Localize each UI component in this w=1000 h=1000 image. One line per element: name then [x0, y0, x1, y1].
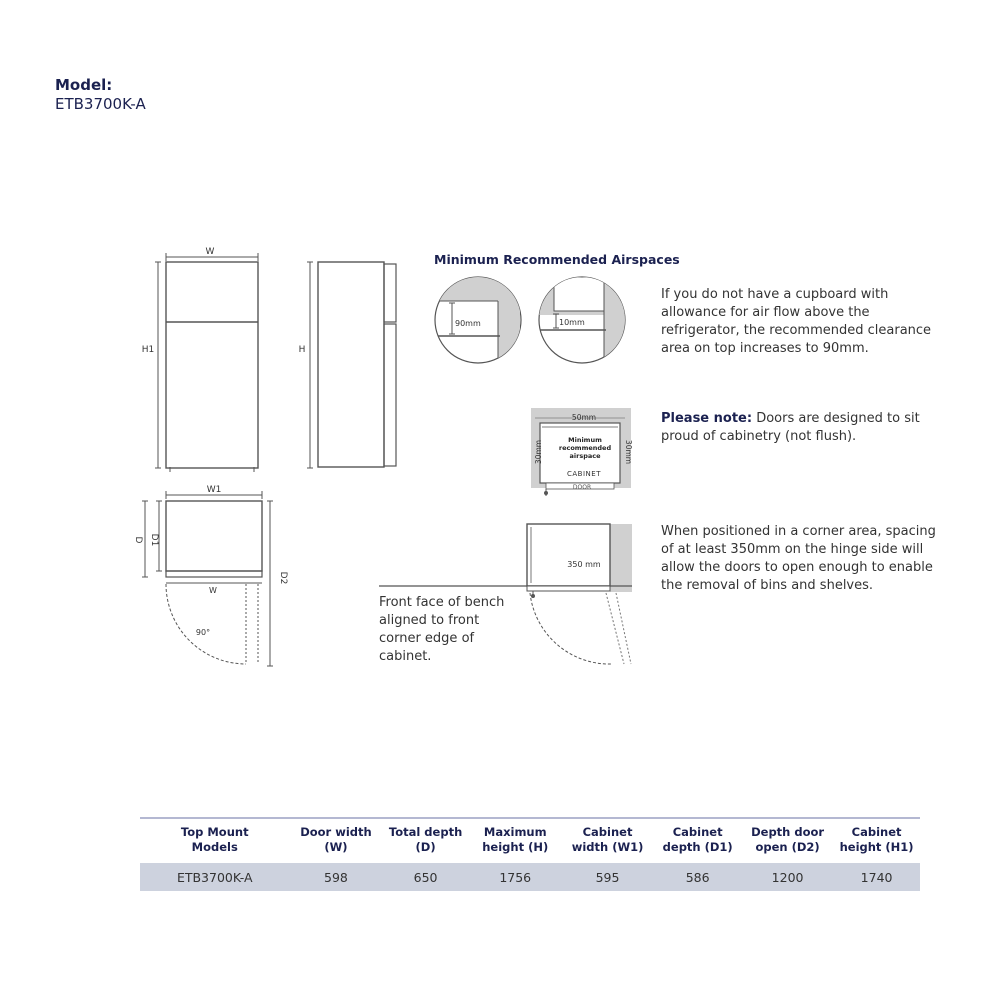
- bench-note: Front face of bench aligned to front corner edge of cabinet.: [379, 595, 505, 664]
- cell-door-width: 598: [290, 863, 383, 891]
- cell-total-depth: 650: [382, 863, 468, 891]
- table-row: [140, 863, 920, 891]
- please-note-text: Doors are designed to sit proud of cabinetry (not flush).: [661, 411, 920, 444]
- circle-right-label: 10mm: [559, 318, 585, 327]
- cell-cabinet-height: 1740: [833, 863, 920, 891]
- col-header-cabinet-width: Cabinet width (W1): [571, 825, 644, 854]
- door-open-depth-label: D2: [278, 571, 288, 585]
- side-view: [307, 262, 396, 468]
- corner-note: When positioned in a corner area, spacing of at least 350mm on the hinge side will allow the doors to open enough to enable the removal of bins and shelves.: [661, 524, 936, 593]
- col-header-total-depth: Total depth (D): [388, 825, 463, 854]
- top-view: [142, 491, 273, 666]
- cupboard-note: If you do not have a cupboard with allowance for air flow above the refrigerator, the recommended clearance area on top increases to 90mm.: [661, 287, 932, 356]
- cell-cabinet-width: 595: [562, 863, 654, 891]
- table-header-row: [140, 818, 920, 863]
- side-height-label: H: [298, 345, 306, 355]
- col-header-cabinet-height: Cabinet height (H1): [839, 825, 914, 854]
- door-angle-label: 90°: [195, 628, 211, 637]
- top-view-left-label: 30mm: [534, 439, 543, 465]
- spec-table: [140, 817, 920, 891]
- model-label: Model:: [55, 76, 113, 94]
- top-width-label: W: [209, 586, 217, 595]
- front-width-label: W: [205, 247, 215, 257]
- model-value: ETB3700K-A: [55, 95, 146, 113]
- top-cabinet-width-label: W1: [206, 485, 222, 495]
- top-view-top-label: 50mm: [571, 413, 597, 422]
- col-header-models: Top Mount Models: [180, 825, 249, 854]
- cell-max-height: 1756: [469, 863, 562, 891]
- circle-left-label: 90mm: [455, 319, 481, 328]
- col-header-door-open-depth: Depth door open (D2): [751, 825, 825, 854]
- please-note-label: Please note:: [661, 411, 753, 426]
- top-view-door-label: DOOR: [572, 484, 592, 491]
- cell-cabinet-depth: 586: [653, 863, 742, 891]
- col-header-door-width: Door width (W): [300, 825, 372, 854]
- front-view: [155, 253, 258, 472]
- airspaces-title: Minimum Recommended Airspaces: [434, 252, 680, 267]
- corner-distance-label: 350 mm: [567, 560, 601, 569]
- cell-door-open-depth: 1200: [742, 863, 833, 891]
- top-view-cabinet-label: CABINET: [567, 470, 601, 478]
- cell-model: ETB3700K-A: [140, 863, 290, 891]
- please-note: [661, 410, 941, 446]
- top-view-right-label: 30mm: [624, 439, 633, 465]
- front-height-h1-label: H1: [141, 345, 155, 355]
- top-view-center-label: Minimum recommended airspace: [558, 436, 612, 460]
- top-depth-d-label: D: [133, 536, 143, 544]
- col-header-cabinet-depth: Cabinet depth (D1): [662, 825, 733, 854]
- col-header-max-height: Maximum height (H): [482, 825, 549, 854]
- top-depth-d1-label: D1: [149, 533, 159, 547]
